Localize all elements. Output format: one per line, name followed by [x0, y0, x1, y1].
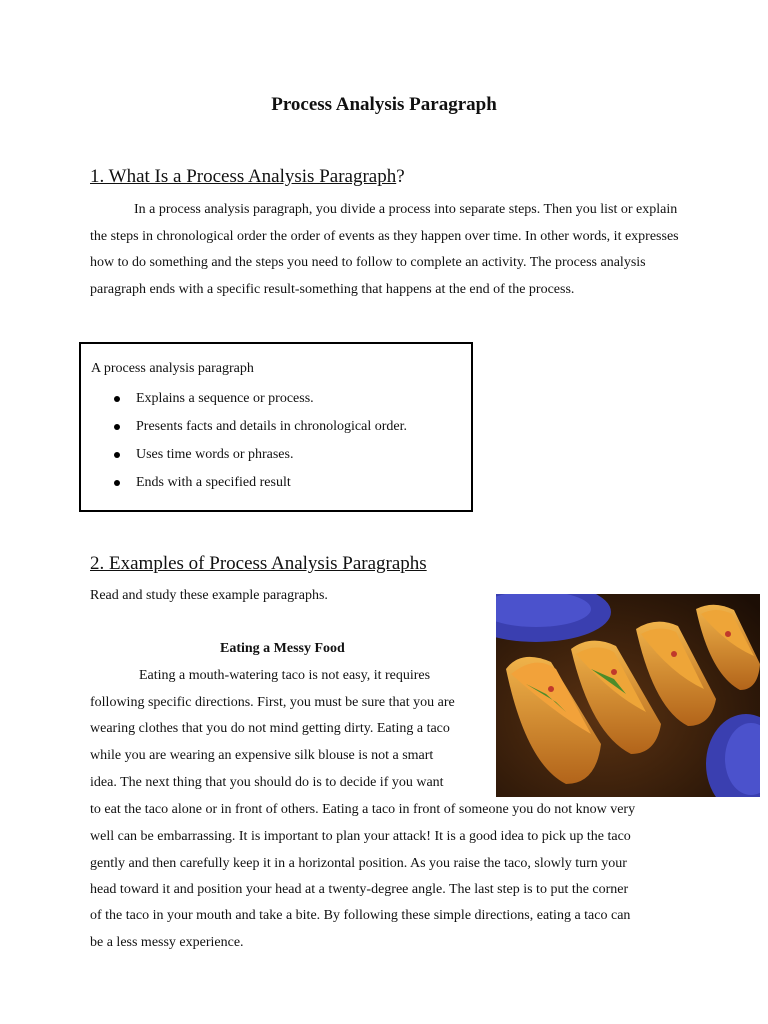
example-line: head toward it and position your head at a twenty-degree angle. The last step is to put the corner	[90, 882, 629, 897]
summary-item-text: Presents facts and details in chronological order.	[136, 419, 407, 434]
example-line: idea. The next thing that you should do is to decide if you want	[90, 775, 444, 790]
example-line: well can be embarrassing. It is important to plan your attack! It is a good idea to pick up the taco	[90, 829, 631, 844]
section-2-lead: Read and study these example paragraphs.	[90, 588, 328, 603]
summary-item-text: Explains a sequence or process.	[136, 391, 314, 406]
section-1-heading-suffix: ?	[396, 166, 405, 187]
tacos-illustration	[496, 594, 760, 797]
section-1-heading	[90, 166, 405, 188]
example-line: to eat the taco alone or in front of others. Eating a taco in front of someone you do not know very	[90, 802, 636, 817]
summary-box	[79, 342, 473, 512]
summary-item-text: Uses time words or phrases.	[136, 447, 294, 462]
example-line: be a less messy experience.	[90, 935, 244, 950]
bullet-icon	[114, 480, 120, 486]
section-2-heading-text: 2. Examples of Process Analysis Paragraphs	[90, 553, 427, 574]
summary-item-text: Ends with a specified result	[136, 475, 291, 490]
section-1-paragraph: In a process analysis paragraph, you divide a process into separate steps. Then you list or explain the steps in chronological order the order of events as they happen over time. In other words, it expresses how to do something and the steps you need to follow to complete an activity. The process analysis paragraph ends with a specific result-something that happens at the end of the process.	[90, 202, 679, 297]
example-line: of the taco in your mouth and take a bite. By following these simple directions, eating a taco can	[90, 908, 631, 923]
summary-list-item	[136, 441, 407, 469]
tacos-photo	[496, 594, 760, 797]
section-2-heading	[90, 553, 427, 575]
bullet-icon	[114, 396, 120, 402]
summary-list-item	[136, 469, 407, 497]
summary-box-intro: A process analysis paragraph	[91, 361, 254, 376]
section-1-heading-text: 1. What Is a Process Analysis Paragraph	[90, 166, 397, 187]
bullet-icon	[114, 424, 120, 430]
summary-list-item	[136, 385, 407, 413]
example-line: while you are wearing an expensive silk blouse is not a smart	[90, 748, 434, 763]
bullet-icon	[114, 452, 120, 458]
example-line: following specific directions. First, you must be sure that you are	[90, 695, 455, 710]
example-line: Eating a mouth-watering taco is not easy, it requires	[139, 668, 431, 683]
example-title: Eating a Messy Food	[220, 641, 345, 656]
example-line: wearing clothes that you do not mind getting dirty. Eating a taco	[90, 721, 450, 736]
page-title: Process Analysis Paragraph	[271, 94, 497, 115]
summary-list	[91, 385, 407, 497]
summary-list-item	[136, 413, 407, 441]
example-line: gently and then carefully keep it in a horizontal position. As you raise the taco, slowly turn your	[90, 856, 627, 871]
